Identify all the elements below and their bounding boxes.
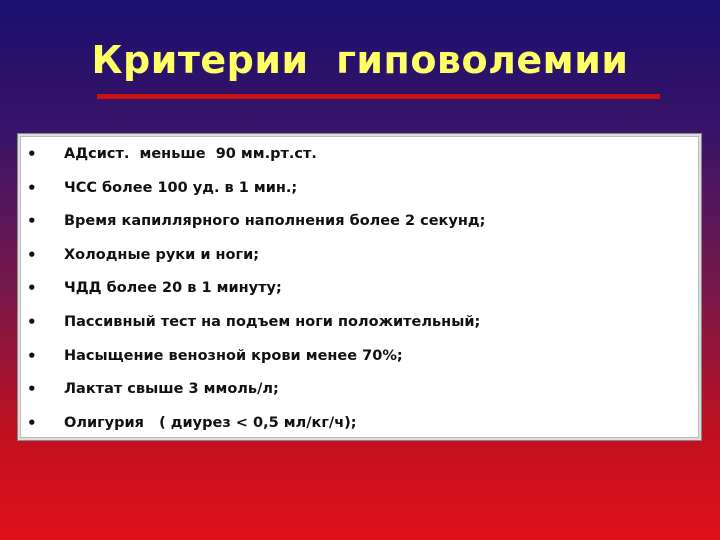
bullet-icon: •	[27, 413, 37, 432]
page-title: Критерии гиповолемии	[91, 38, 629, 82]
title-underline	[97, 94, 660, 99]
bullet-icon: •	[27, 346, 37, 365]
list-item	[18, 278, 701, 312]
list-item	[18, 346, 701, 380]
list-item	[18, 312, 701, 346]
list-item-text: Время капиллярного наполнения более 2 секунд;	[64, 213, 486, 230]
bullet-icon: •	[27, 145, 37, 163]
list-item-text: Олигурия ( диурез < 0,5 мл/кг/ч);	[64, 414, 357, 431]
criteria-box	[17, 133, 702, 441]
list-item-text: ЧДД более 20 в 1 минуту;	[64, 280, 282, 297]
list-item-text: Насыщение венозной крови менее 70%;	[64, 347, 403, 364]
list-item	[18, 245, 701, 279]
criteria-list	[18, 144, 701, 446]
bullet-icon: •	[27, 178, 37, 197]
list-item	[18, 144, 701, 178]
list-item-text: АДсист. меньше 90 мм.рт.ст.	[64, 146, 317, 162]
list-item	[18, 379, 701, 413]
list-item	[18, 413, 701, 447]
list-item-text: Холодные руки и ноги;	[64, 246, 260, 263]
bullet-icon: •	[27, 245, 37, 264]
list-item-text: Пассивный тест на подъем ноги положительный;	[64, 313, 481, 330]
bullet-icon: •	[27, 380, 37, 399]
bullet-icon: •	[27, 279, 37, 298]
bullet-icon: •	[27, 212, 37, 231]
bullet-icon: •	[27, 312, 37, 331]
list-item	[18, 211, 701, 245]
list-item-text: ЧСС более 100 уд. в 1 мин.;	[64, 179, 298, 196]
list-item	[18, 178, 701, 212]
list-item-text: Лактат свыше 3 ммоль/л;	[64, 381, 279, 398]
